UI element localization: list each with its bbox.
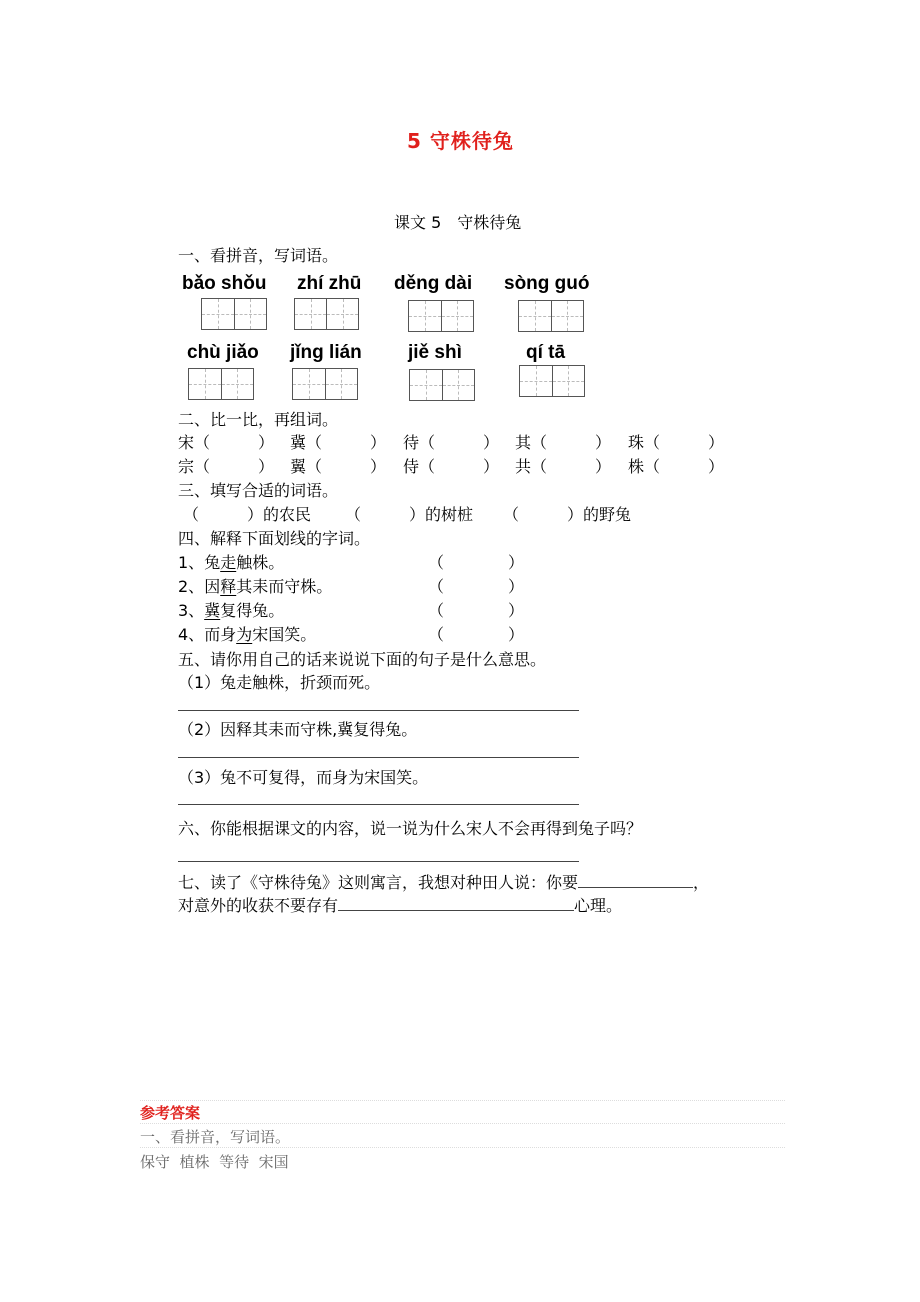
explain-item: 1、兔走触株。	[178, 553, 285, 572]
section-1-heading: 一、看拼音，写词语。	[178, 246, 339, 265]
section-7-line-2: 对意外的收获不要存有 心理。	[178, 896, 623, 915]
writing-grid[interactable]	[188, 368, 254, 400]
compare-item: 株（ ）	[628, 457, 725, 476]
blank-line[interactable]	[338, 896, 574, 911]
fill-phrase: （ ）的树桩	[345, 505, 474, 524]
compare-item: 共（ ）	[515, 457, 612, 476]
lesson-subtitle: 课文 5 守株待兔	[394, 213, 522, 232]
explain-blank: （ ）	[428, 577, 525, 596]
divider	[140, 1147, 785, 1148]
page-title: 5 守株待兔	[407, 129, 514, 153]
section-2-heading: 二、比一比，再组词。	[178, 410, 339, 429]
pinyin-6: jǐng lián	[290, 342, 362, 363]
section-7-line-1: 七、读了《守株待兔》这则寓言，我想对种田人说：你要 ，	[178, 873, 710, 892]
blank-line[interactable]	[578, 873, 693, 888]
fill-phrase: （ ）的农民	[183, 505, 312, 524]
answer-key-line: 一、看拼音，写词语。	[140, 1128, 291, 1146]
divider	[140, 1123, 785, 1124]
pinyin-7: jiě shì	[408, 342, 462, 363]
section-6-heading: 六、你能根据课文的内容，说一说为什么宋人不会再得到兔子吗？	[178, 819, 643, 838]
writing-grid[interactable]	[201, 298, 267, 330]
answer-line[interactable]	[178, 710, 579, 711]
explain-item: 4、而身为宋国笑。	[178, 625, 317, 644]
explain-item: 3、冀复得兔。	[178, 601, 285, 620]
explain-item: 2、因释其耒而守株。	[178, 577, 333, 596]
answer-line[interactable]	[178, 757, 579, 758]
writing-grid[interactable]	[518, 300, 584, 332]
explain-blank: （ ）	[428, 553, 525, 572]
answer-key-line: 保守 植株 等待 宋国	[140, 1153, 289, 1171]
answer-line[interactable]	[178, 861, 579, 862]
writing-grid[interactable]	[519, 365, 585, 397]
explain-blank: （ ）	[428, 625, 525, 644]
compare-item: 待（ ）	[403, 433, 500, 452]
compare-item: 宗（ ）	[178, 457, 275, 476]
answer-line[interactable]	[178, 804, 579, 805]
writing-grid[interactable]	[292, 368, 358, 400]
writing-grid[interactable]	[409, 369, 475, 401]
pinyin-4: sòng guó	[504, 273, 590, 294]
pinyin-5: chù jiǎo	[187, 342, 259, 363]
sentence-prompt: （2）因释其耒而守株,冀复得兔。	[178, 720, 418, 739]
section-3-heading: 三、填写合适的词语。	[178, 481, 339, 500]
sentence-prompt: （3）兔不可复得，而身为宋国笑。	[178, 768, 429, 787]
pinyin-2: zhí zhū	[297, 273, 362, 294]
writing-grid[interactable]	[294, 298, 359, 330]
sentence-prompt: （1）兔走触株，折颈而死。	[178, 673, 381, 692]
compare-item: 珠（ ）	[628, 433, 725, 452]
pinyin-1: bǎo shǒu	[182, 273, 267, 294]
compare-item: 冀（ ）	[290, 433, 387, 452]
section-4-heading: 四、解释下面划线的字词。	[178, 529, 371, 548]
pinyin-3: děng dài	[394, 273, 473, 294]
section-5-heading: 五、请你用自己的话来说说下面的句子是什么意思。	[178, 650, 547, 669]
fill-phrase: （ ）的野兔	[503, 505, 632, 524]
compare-item: 翼（ ）	[290, 457, 387, 476]
divider	[140, 1100, 785, 1101]
answer-key-title: 参考答案	[140, 1104, 201, 1122]
compare-item: 侍（ ）	[403, 457, 500, 476]
compare-item: 宋（ ）	[178, 433, 275, 452]
explain-blank: （ ）	[428, 601, 525, 620]
pinyin-8: qí tā	[526, 342, 566, 363]
compare-item: 其（ ）	[515, 433, 612, 452]
writing-grid[interactable]	[408, 300, 474, 332]
